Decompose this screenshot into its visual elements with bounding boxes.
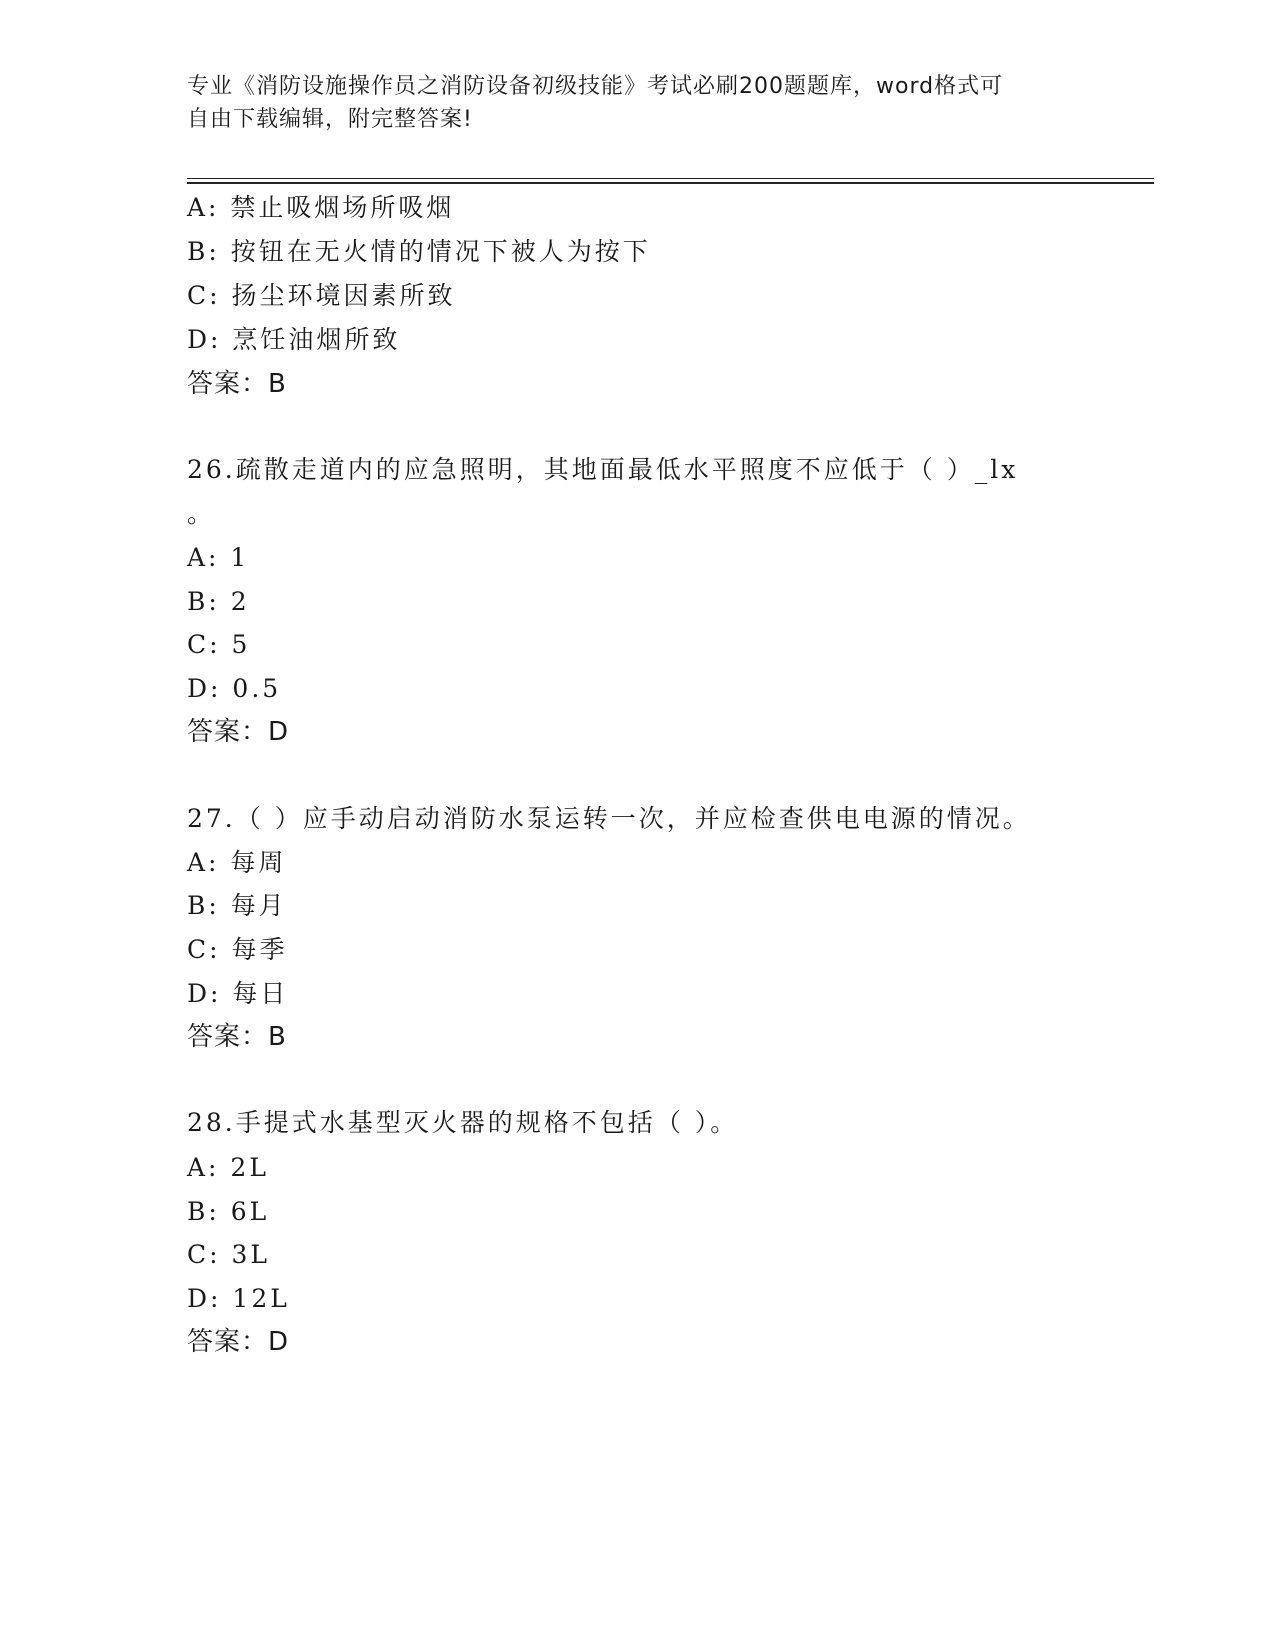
option-c: C: 每季 [187,935,288,964]
document-header [187,70,1067,136]
option-a: A: 1 [187,543,250,572]
option-b: B: 2 [187,587,250,616]
answer-line: 答案：B [187,1022,287,1052]
option-b: B: 6L [187,1197,270,1226]
option-d: D: 烹饪油烟所致 [187,325,401,354]
option-c: C: 扬尘环境因素所致 [187,281,456,310]
option-d: D: 每日 [187,979,289,1008]
option-c: C: 5 [187,630,251,659]
question-27-stem: 27.（ ）应手动启动消防水泵运转一次，并应检查供电电源的情况。 [187,804,1031,833]
header-divider-thin [187,178,1154,179]
option-b: B: 按钮在无火情的情况下被人为按下 [187,237,651,266]
header-title-line-2: 自由下载编辑，附完整答案! [187,107,473,132]
answer-line: 答案：D [187,717,290,747]
header-divider-thick [187,182,1154,184]
option-a: A: 2L [187,1153,269,1182]
option-b: B: 每月 [187,891,287,920]
option-d: D: 0.5 [187,674,282,703]
option-a: A: 每周 [187,848,287,877]
option-c: C: 3L [187,1240,271,1269]
question-26-stem-continued: 。 [187,499,216,528]
header-title-line-1: 专业《消防设施操作员之消防设备初级技能》考试必刷200题题库，word格式可 [187,74,1004,99]
option-a: A: 禁止吸烟场所吸烟 [187,193,455,222]
question-26-stem: 26.疏散走道内的应急照明，其地面最低水平照度不应低于（ ）_lx [187,455,1019,484]
answer-line: 答案：D [187,1327,290,1357]
answer-line: 答案：B [187,369,287,399]
question-28-stem: 28.手提式水基型灭火器的规格不包括（ ）。 [187,1108,739,1137]
option-d: D: 12L [187,1284,290,1313]
